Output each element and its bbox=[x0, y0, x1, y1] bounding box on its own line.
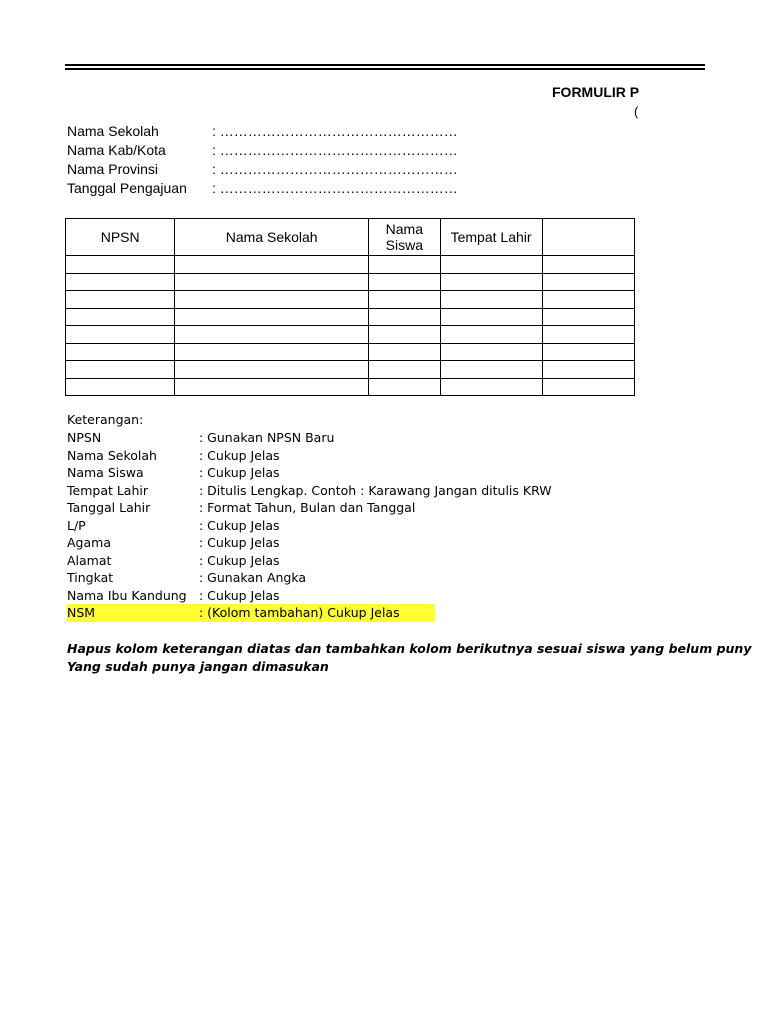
note-value: : Cukup Jelas bbox=[199, 447, 280, 463]
table-header-row bbox=[66, 219, 635, 256]
note-value: : Cukup Jelas bbox=[199, 465, 280, 480]
table-cell[interactable] bbox=[66, 361, 175, 379]
note-value: : Ditulis Lengkap. Contoh : Karawang Jangan ditulis KRW bbox=[199, 482, 552, 498]
meta-value: : …………………………………………… bbox=[212, 142, 458, 158]
table-cell[interactable] bbox=[175, 256, 369, 274]
note-row bbox=[67, 587, 435, 605]
note-value: : Cukup Jelas bbox=[199, 517, 280, 533]
table-cell[interactable] bbox=[440, 378, 542, 396]
note-key: Alamat bbox=[67, 552, 112, 568]
top-rule bbox=[65, 64, 705, 66]
table-cell[interactable] bbox=[175, 308, 369, 326]
table-cell[interactable] bbox=[369, 291, 441, 309]
table-cell[interactable] bbox=[542, 291, 634, 309]
form-title: FORMULIR P bbox=[552, 84, 640, 100]
table-row bbox=[66, 326, 635, 344]
note-row bbox=[67, 499, 435, 517]
table-body bbox=[66, 256, 635, 396]
meta-value: : …………………………………………… bbox=[212, 161, 458, 177]
note-value: : (Kolom tambahan) Cukup Jelas bbox=[199, 605, 400, 620]
table-cell[interactable] bbox=[440, 343, 542, 361]
footer-line-2: Yang sudah punya jangan dimasukan bbox=[67, 659, 329, 674]
note-key: NSM bbox=[67, 605, 96, 620]
table-row bbox=[66, 291, 635, 309]
note-key: Agama bbox=[67, 535, 111, 550]
table-cell[interactable] bbox=[66, 308, 175, 326]
table-cell[interactable] bbox=[440, 291, 542, 309]
table-cell[interactable] bbox=[369, 256, 441, 274]
table-row bbox=[66, 273, 635, 291]
meta-row-date bbox=[67, 180, 458, 199]
meta-label: Tanggal Pengajuan bbox=[67, 180, 187, 196]
table-row bbox=[66, 378, 635, 396]
table-cell[interactable] bbox=[440, 273, 542, 291]
meta-label: Nama Provinsi bbox=[67, 161, 159, 177]
meta-row-province bbox=[67, 161, 458, 180]
table-cell[interactable] bbox=[175, 361, 369, 379]
table-cell[interactable] bbox=[369, 273, 441, 291]
note-key: Tempat Lahir bbox=[67, 482, 149, 498]
note-row bbox=[67, 464, 435, 482]
note-key: L/P bbox=[67, 517, 86, 533]
col-header-overflow bbox=[542, 219, 634, 256]
note-row bbox=[67, 447, 435, 465]
note-value: : Cukup Jelas bbox=[199, 587, 280, 603]
table-cell[interactable] bbox=[542, 343, 634, 361]
notes-section bbox=[67, 411, 552, 622]
table-cell[interactable] bbox=[542, 256, 634, 274]
meta-label: Nama Kab/Kota bbox=[67, 142, 166, 158]
student-table bbox=[65, 218, 635, 396]
note-row bbox=[67, 534, 435, 552]
note-row bbox=[67, 517, 435, 535]
note-value: : Cukup Jelas bbox=[199, 535, 280, 550]
table-cell[interactable] bbox=[175, 291, 369, 309]
table-cell[interactable] bbox=[66, 343, 175, 361]
table-cell[interactable] bbox=[66, 378, 175, 396]
table-cell[interactable] bbox=[66, 256, 175, 274]
table-cell[interactable] bbox=[440, 256, 542, 274]
table-row bbox=[66, 343, 635, 361]
meta-row-regency bbox=[67, 142, 458, 161]
meta-label: Nama Sekolah bbox=[67, 123, 159, 139]
table-cell[interactable] bbox=[66, 326, 175, 344]
top-rule-second bbox=[65, 68, 705, 70]
table-cell[interactable] bbox=[440, 326, 542, 344]
notes-heading: Keterangan: bbox=[67, 412, 144, 427]
note-value: : Format Tahun, Bulan dan Tanggal bbox=[199, 500, 416, 515]
table-cell[interactable] bbox=[175, 343, 369, 361]
notes-list bbox=[67, 429, 552, 622]
note-key: NPSN bbox=[67, 430, 102, 445]
form-subtitle: ( bbox=[634, 104, 639, 119]
note-row bbox=[67, 429, 435, 447]
table-row bbox=[66, 308, 635, 326]
table-cell[interactable] bbox=[175, 273, 369, 291]
note-key: Tingkat bbox=[67, 570, 114, 585]
note-value: : Cukup Jelas bbox=[199, 552, 280, 568]
footer-line-1: Hapus kolom keterangan diatas dan tambahkan kolom berikutnya sesuai siswa yang belum puny bbox=[67, 641, 752, 656]
note-value: : Gunakan NPSN Baru bbox=[199, 430, 335, 445]
table-cell[interactable] bbox=[369, 378, 441, 396]
col-header-npsn: NPSN bbox=[66, 219, 175, 256]
table-cell[interactable] bbox=[542, 378, 634, 396]
table-cell[interactable] bbox=[542, 273, 634, 291]
note-value: : Gunakan Angka bbox=[199, 570, 307, 585]
note-key: Nama Sekolah bbox=[67, 447, 157, 463]
table-cell[interactable] bbox=[542, 308, 634, 326]
table-cell[interactable] bbox=[66, 291, 175, 309]
note-row bbox=[67, 552, 435, 570]
note-key: Nama Siswa bbox=[67, 465, 144, 480]
note-key: Nama Ibu Kandung bbox=[67, 587, 187, 603]
table-cell[interactable] bbox=[369, 326, 441, 344]
col-header-birthplace: Tempat Lahir bbox=[440, 219, 542, 256]
table-cell[interactable] bbox=[175, 378, 369, 396]
note-row bbox=[67, 604, 435, 622]
table-cell[interactable] bbox=[542, 326, 634, 344]
table-cell[interactable] bbox=[440, 361, 542, 379]
table-cell[interactable] bbox=[440, 308, 542, 326]
meta-value: : …………………………………………… bbox=[212, 180, 458, 196]
table-cell[interactable] bbox=[175, 326, 369, 344]
table-cell[interactable] bbox=[369, 343, 441, 361]
col-header-student-name: Nama Siswa bbox=[369, 219, 441, 256]
col-header-school-name: Nama Sekolah bbox=[175, 219, 369, 256]
meta-value: : …………………………………………… bbox=[212, 123, 458, 139]
table-cell[interactable] bbox=[66, 273, 175, 291]
table-row bbox=[66, 361, 635, 379]
note-key: Tanggal Lahir bbox=[67, 500, 151, 515]
note-row bbox=[67, 482, 552, 500]
table-cell[interactable] bbox=[369, 361, 441, 379]
table-row bbox=[66, 256, 635, 274]
table-cell[interactable] bbox=[369, 308, 441, 326]
table-cell[interactable] bbox=[542, 361, 634, 379]
note-row bbox=[67, 569, 435, 587]
meta-row-school bbox=[67, 123, 458, 142]
footer-instruction bbox=[67, 640, 751, 676]
